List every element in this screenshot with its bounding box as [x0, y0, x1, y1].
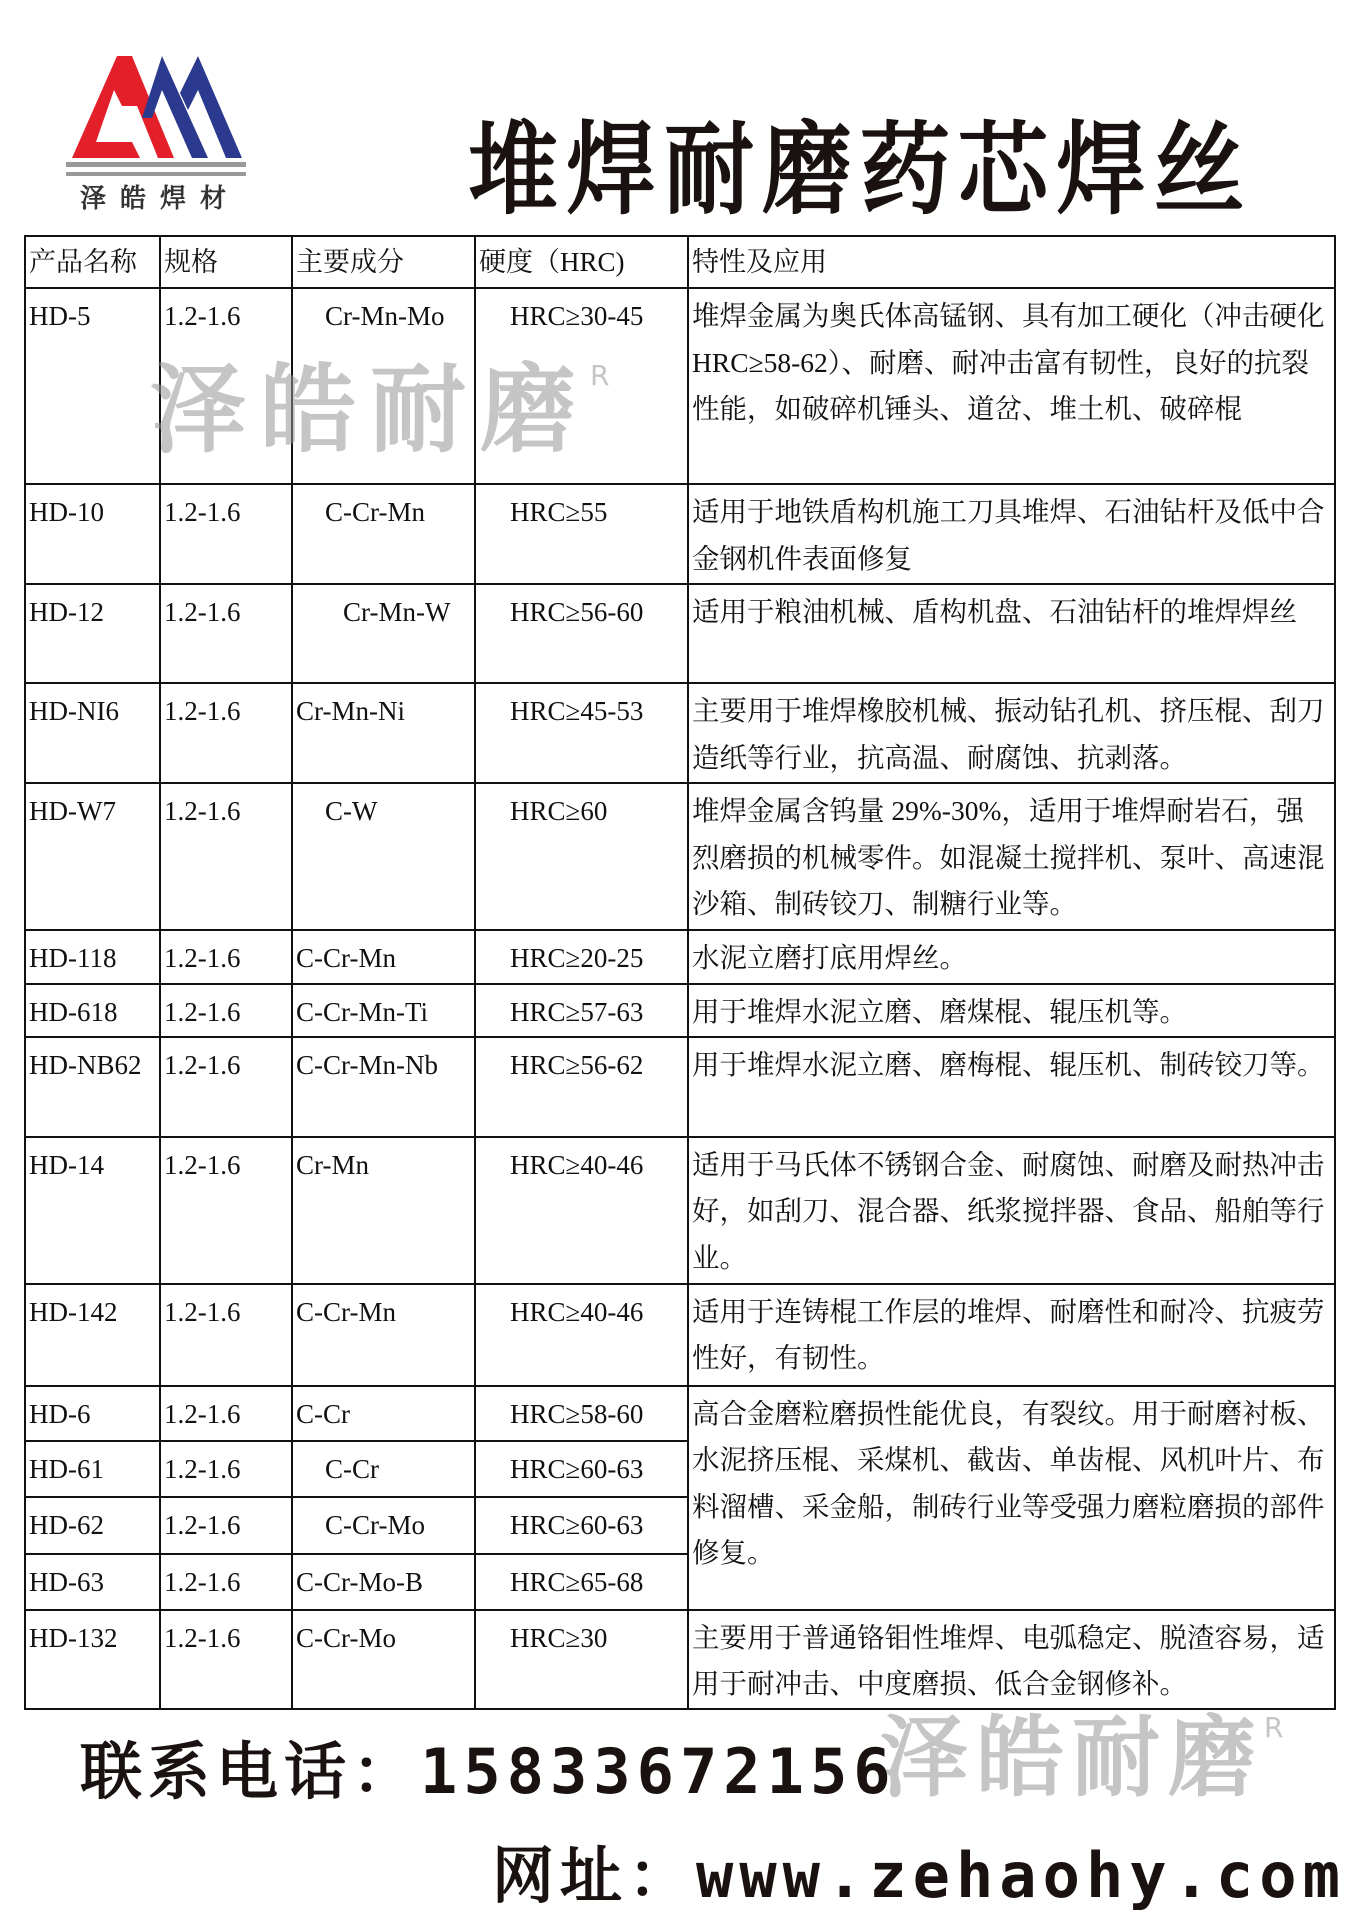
- hardness-cell: HRC≥57-63: [475, 984, 688, 1037]
- composition-cell: C-Cr-Mn-Ti: [292, 984, 475, 1037]
- features-cell: 适用于马氏体不锈钢合金、耐腐蚀、耐磨及耐热冲击好，如刮刀、混合器、纸浆搅拌器、食品、船舶等行业。: [688, 1137, 1335, 1284]
- features-cell: 主要用于堆焊橡胶机械、振动钻孔机、挤压棍、刮刀造纸等行业，抗高温、耐腐蚀、抗剥落。: [688, 683, 1335, 783]
- product-name-cell: HD-6: [25, 1386, 160, 1441]
- header-spec: 规格: [160, 236, 292, 288]
- hardness-cell: HRC≥65-68: [475, 1554, 688, 1610]
- spec-cell: 1.2-1.6: [160, 1610, 292, 1709]
- contact-phone: 联系电话：15833672156: [80, 1735, 897, 1808]
- table-row: [25, 1137, 1335, 1284]
- composition-cell: C-Cr-Mn: [292, 1284, 475, 1386]
- product-name-cell: HD-142: [25, 1284, 160, 1386]
- spec-cell: 1.2-1.6: [160, 930, 292, 984]
- table-row: [25, 288, 1335, 484]
- product-name-cell: HD-NI6: [25, 683, 160, 783]
- table-row: [25, 484, 1335, 584]
- composition-cell: C-W: [292, 783, 475, 930]
- spec-cell: 1.2-1.6: [160, 1137, 292, 1284]
- table-header-row: [25, 236, 1335, 288]
- product-name-cell: HD-61: [25, 1441, 160, 1497]
- composition-cell: Cr-Mn-W: [292, 584, 475, 683]
- composition-cell: Cr-Mn: [292, 1137, 475, 1284]
- composition-cell: C-Cr: [292, 1441, 475, 1497]
- product-name-cell: HD-118: [25, 930, 160, 984]
- product-name-cell: HD-618: [25, 984, 160, 1037]
- logo-mountain-icon: [62, 38, 262, 188]
- watermark: 泽皓耐磨$^R$: [880, 1706, 1284, 1809]
- features-cell: 主要用于普通铬钼性堆焊、电弧稳定、脱渣容易，适用于耐冲击、中度磨损、低合金钢修补。: [688, 1610, 1335, 1709]
- spec-cell: 1.2-1.6: [160, 1284, 292, 1386]
- table-row: [25, 984, 1335, 1037]
- product-name-cell: HD-62: [25, 1497, 160, 1554]
- watermark: 泽皓耐磨$^R$: [150, 354, 610, 466]
- table-row: [25, 783, 1335, 930]
- hardness-cell: HRC≥60-63: [475, 1497, 688, 1554]
- composition-cell: Cr-Mn-Mo: [292, 288, 475, 484]
- product-name-cell: HD-132: [25, 1610, 160, 1709]
- hardness-cell: HRC≥40-46: [475, 1137, 688, 1284]
- table-row: [25, 1284, 1335, 1386]
- hardness-cell: HRC≥60: [475, 783, 688, 930]
- product-table: [24, 235, 1336, 1710]
- product-name-cell: HD-12: [25, 584, 160, 683]
- spec-cell: 1.2-1.6: [160, 584, 292, 683]
- header-composition: 主要成分: [292, 236, 475, 288]
- features-cell: 堆焊金属含钨量 29%-30%，适用于堆焊耐岩石，强烈磨损的机械零件。如混凝土搅拌机、泵叶、高速混沙箱、制砖铰刀、制糖行业等。: [688, 783, 1335, 930]
- table-row: [25, 1610, 1335, 1709]
- spec-cell: 1.2-1.6: [160, 288, 292, 484]
- hardness-cell: HRC≥56-62: [475, 1037, 688, 1137]
- composition-cell: C-Cr-Mn: [292, 484, 475, 584]
- features-cell: 适用于连铸棍工作层的堆焊、耐磨性和耐冷、抗疲劳性好，有韧性。: [688, 1284, 1335, 1386]
- product-name-cell: HD-10: [25, 484, 160, 584]
- contact-website[interactable]: 网址：www.zehaohy.com: [492, 1839, 1346, 1912]
- features-cell: 用于堆焊水泥立磨、磨煤棍、辊压机等。: [688, 984, 1335, 1037]
- composition-cell: C-Cr: [292, 1386, 475, 1441]
- spec-cell: 1.2-1.6: [160, 484, 292, 584]
- composition-cell: C-Cr-Mo: [292, 1497, 475, 1554]
- hardness-cell: HRC≥60-63: [475, 1441, 688, 1497]
- spec-cell: 1.2-1.6: [160, 1497, 292, 1554]
- hardness-cell: HRC≥56-60: [475, 584, 688, 683]
- spec-cell: 1.2-1.6: [160, 1037, 292, 1137]
- header-hardness: 硬度（HRC): [475, 236, 688, 288]
- product-name-cell: HD-W7: [25, 783, 160, 930]
- logo-text: 泽皓焊材: [80, 184, 241, 214]
- composition-cell: Cr-Mn-Ni: [292, 683, 475, 783]
- table-row: [25, 584, 1335, 683]
- header-features: 特性及应用: [688, 236, 1335, 288]
- product-name-cell: HD-NB62: [25, 1037, 160, 1137]
- features-cell: 用于堆焊水泥立磨、磨梅棍、辊压机、制砖铰刀等。: [688, 1037, 1335, 1137]
- spec-cell: 1.2-1.6: [160, 783, 292, 930]
- composition-cell: C-Cr-Mn: [292, 930, 475, 984]
- table-row: [25, 683, 1335, 783]
- table-row: [25, 1386, 1335, 1441]
- features-cell: 适用于粮油机械、盾构机盘、石油钻杆的堆焊焊丝: [688, 584, 1335, 683]
- spec-cell: 1.2-1.6: [160, 683, 292, 783]
- spec-cell: 1.2-1.6: [160, 1441, 292, 1497]
- hardness-cell: HRC≥58-60: [475, 1386, 688, 1441]
- product-name-cell: HD-5: [25, 288, 160, 484]
- page-title: 堆焊耐磨药芯焊丝: [468, 111, 1252, 230]
- header-product-name: 产品名称: [25, 236, 160, 288]
- composition-cell: C-Cr-Mo-B: [292, 1554, 475, 1610]
- hardness-cell: HRC≥30-45: [475, 288, 688, 484]
- hardness-cell: HRC≥20-25: [475, 930, 688, 984]
- hardness-cell: HRC≥40-46: [475, 1284, 688, 1386]
- spec-cell: 1.2-1.6: [160, 1554, 292, 1610]
- features-cell: 高合金磨粒磨损性能优良，有裂纹。用于耐磨衬板、水泥挤压棍、采煤机、截齿、单齿棍、风机叶片、布料溜槽、采金船，制砖行业等受强力磨粒磨损的部件修复。: [688, 1386, 1335, 1610]
- table-row: [25, 930, 1335, 984]
- hardness-cell: HRC≥55: [475, 484, 688, 584]
- composition-cell: C-Cr-Mo: [292, 1610, 475, 1709]
- features-cell: 堆焊金属为奥氏体高锰钢、具有加工硬化（冲击硬化 HRC≥58-62）、耐磨、耐冲击富有韧性，良好的抗裂性能，如破碎机锤头、道岔、堆土机、破碎棍: [688, 288, 1335, 484]
- spec-cell: 1.2-1.6: [160, 984, 292, 1037]
- features-cell: 适用于地铁盾构机施工刀具堆焊、石油钻杆及低中合金钢机件表面修复: [688, 484, 1335, 584]
- composition-cell: C-Cr-Mn-Nb: [292, 1037, 475, 1137]
- product-name-cell: HD-14: [25, 1137, 160, 1284]
- product-name-cell: HD-63: [25, 1554, 160, 1610]
- hardness-cell: HRC≥45-53: [475, 683, 688, 783]
- hardness-cell: HRC≥30: [475, 1610, 688, 1709]
- table-row: [25, 1037, 1335, 1137]
- features-cell: 水泥立磨打底用焊丝。: [688, 930, 1335, 984]
- spec-cell: 1.2-1.6: [160, 1386, 292, 1441]
